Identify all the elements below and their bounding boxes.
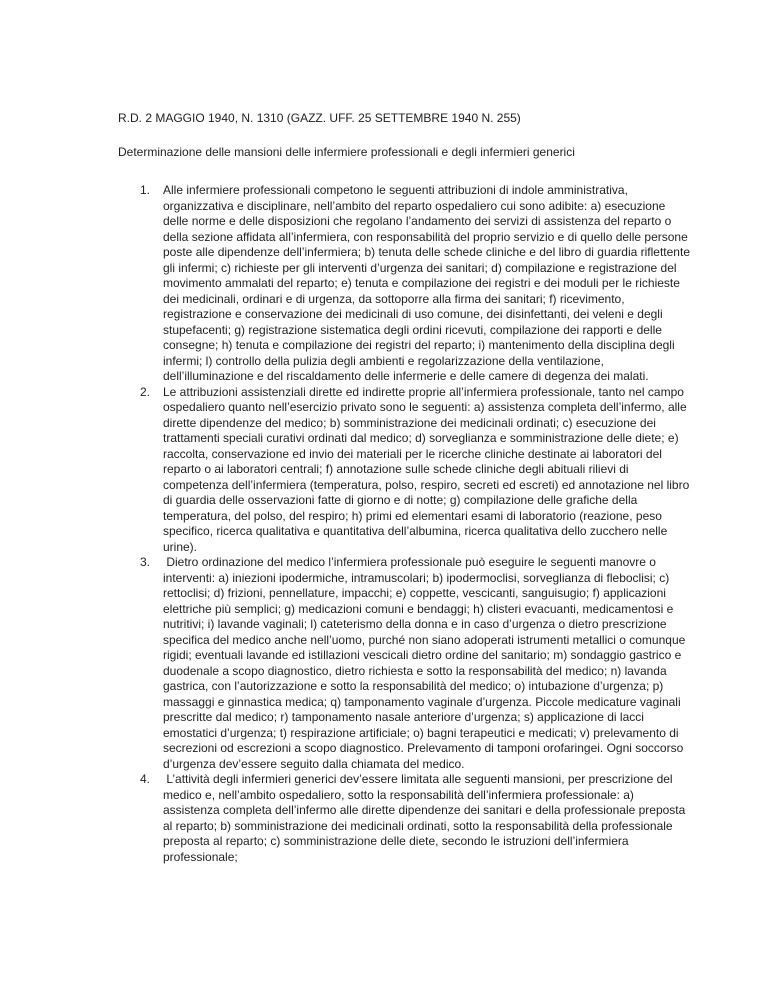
list-item-1-text: Alle infermiere professionali competono le seguenti attribuzioni di indole amministrativa, organizzativa e disciplinare, nell’ambito del reparto ospedaliero cui sono adibite: a) esecuzione delle norme e delle disposizioni che regolano l’andamento dei servizi di assistenza del reparto o della sezione affidata all’infermiera, con responsabilità del proprio servizio e di quello delle persone poste alle dipendenze dell’infermiera; b) tenuta delle schede cliniche e del libro di guardia riflettente gli infermi; c) richieste per gli interventi d’urgenza dei sanitari; d) compilazione e registrazione del movimento ammalati del reparto; e) tenuta e compilazione dei registri e dei moduli per le richieste dei medicinali, ordinari e di urgenza, da sottoporre alla firma dei sanitari; f) ricevimento, registrazione e conservazione dei medicinali di uso comune, dei disinfettanti, dei veleni e degli stupefacenti; g) registrazione sistematica degli ordini ricevuti, compilazione dei rapporti e delle consegne; h) tenuta e compilazione dei registri del reparto; i) mantenimento della disciplina degli infermi; l) controllo della pulizia degli ambienti e regolarizzazione della ventilazione, dell’illuminazione e del riscaldamento delle infermerie e delle camere di degenza dei malati. [163, 183, 694, 383]
list-item-3-text: Dietro ordinazione del medico l’infermiera professionale può eseguire le seguenti manovre o interventi: a) iniezioni ipodermiche, intramuscolari; b) ipodermoclisi, sorveglianza di fleboclisi; c) rettoclisi; d) frizioni, pennellature, impacchi; e) coppette, vescicanti, sanguisugio; f) applicazioni elettriche più semplici; g) medicazioni comuni e bendaggi; h) clisteri evacuanti, medicamentosi e nutritivi; i) lavande vaginali; l) cateterismo della donna e in caso d’urgenza o dietro prescrizione specifica del medico anche nell’uomo, purché non siano adoperati istrumenti metallici o comunque rigidi; eventuali lavande ed istillazioni vescicali dietro ordine del sanitario; m) sondaggio gastrico e duodenale a scopo diagnostico, dietro richiesta e sotto la responsabilità del medico; n) lavanda gastrica, con l’autorizzazione e sotto la responsabilità del medico; o) intubazione d’urgenza; p) massaggi e ginnastica medica; q) tamponamento vaginale d’urgenza. Piccole medicature vaginali prescritte dal medico; r) tamponamento nasale anteriore d’urgenza; s) applicazione di lacci emostatici d’urgenza; t) respirazione artificiale; o) bagni terapeutici e medicati; v) prelevamento di secrezioni od escrezioni a scopo diagnostico. Prelevamento di tamponi orofaringei. Ogni soccorso d’urgenza dev’essere seguito dalla chiamata del medico. [163, 555, 689, 771]
list-item-2 [118, 385, 693, 556]
numbered-list [118, 183, 693, 865]
list-item-3-number: 3. [140, 555, 151, 569]
list-item-1-number: 1. [140, 183, 151, 197]
document-subtitle: Determinazione delle mansioni delle infermiere professionali e degli infermieri generici [118, 144, 575, 159]
document-title: R.D. 2 MAGGIO 1940, N. 1310 (GAZZ. UFF. 25 SETTEMBRE 1940 N. 255) [118, 111, 521, 125]
list-item-4-number: 4. [140, 772, 151, 786]
list-item-4 [118, 772, 693, 865]
list-item-3 [118, 555, 693, 772]
document-content [118, 111, 694, 865]
list-item-2-text: Le attribuzioni assistenziali dirette ed indirette proprie all’infermiera professionale, tanto nel campo ospedaliero quanto nell’esercizio privato sono le seguenti: a) assistenza completa dell’infermo, alle dirette dipendenze del medico; b) somministrazione dei medicinali ordinati; c) esecuzione dei trattamenti speciali curativi ordinati dal medico; d) sorveglianza e somministrazione delle diete; e) raccolta, conservazione ed invio dei materiali per le ricerche cliniche destinate ai laboratori del reparto o ai laboratori centrali; f) annotazione sulle schede cliniche degli abituali rilievi di competenza dell’infermiera (temperatura, polso, respiro, secreti ed escreti) ed annotazione nel libro di guardia delle osservazioni fatte di giorno e di notte; g) compilazione delle grafiche della temperatura, del polso, del respiro; h) primi ed elementari esami di laboratorio (reazione, peso specifico, ricerca qualitativa e quantitativa dell’albumina, ricerca qualitativa dello zucchero nelle urine). [163, 384, 693, 554]
list-item-1 [118, 183, 693, 385]
list-item-4-text: L’attività degli infermieri generici dev’essere limitata alle seguenti mansioni, per prescrizione del medico e, nell’ambito ospedaliero, sotto la responsabilità dell’infermiera professionale: a) assistenza completa dell’infermo alle dirette dipendenze dei sanitari e della professionale preposta al reparto; b) somministrazione dei medicinali ordinati, sotto la responsabilità della professionale preposta al reparto; c) somministrazione delle diete, secondo le istruzioni dell’infermiera professionale; [163, 772, 689, 864]
list-item-2-number: 2. [140, 384, 151, 399]
